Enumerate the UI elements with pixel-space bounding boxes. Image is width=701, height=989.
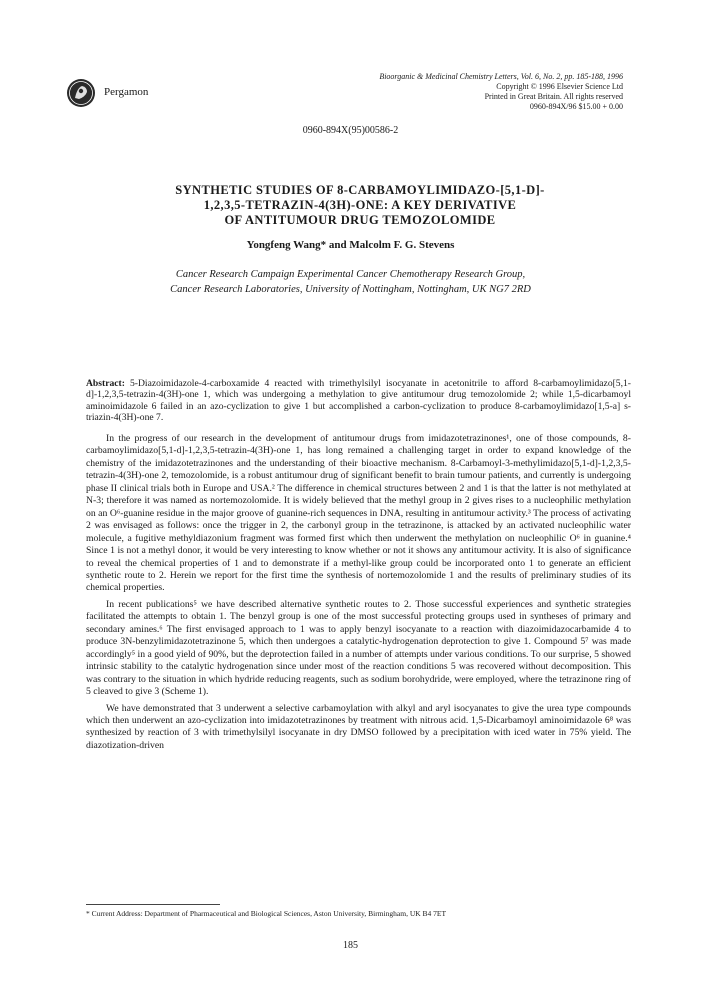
pergamon-logo-icon [66, 78, 96, 108]
title-line: SYNTHETIC STUDIES OF 8-CARBAMOYLIMIDAZO-[5,1-D]- [175, 183, 545, 197]
journal-citation [293, 72, 623, 112]
title-line: 1,2,3,5-TETRAZIN-4(3H)-ONE: A KEY DERIVATIVE [203, 198, 517, 212]
journal-line: Bioorganic & Medicinal Chemistry Letters, Vol. 6, No. 2, pp. 185-188, 1996 [379, 72, 623, 81]
abstract-label: Abstract: [86, 378, 125, 389]
footnote-rule [86, 904, 220, 905]
body-paragraph: We have demonstrated that 3 underwent a selective carbamoylation with alkyl and aryl isocyanates to give the urea type compounds which then underwent an azo-cyclization into imidazotetrazinones by treatment with nitrous acid. 1,5-Dicarbamoyl aminoimidazole 6⁸ was synthesized by reaction of 3 with trimethylsilyl isocyanate in dry DMSO followed by a precipitation with iced water in 75% yield. The diazotization-driven [86, 702, 631, 751]
affiliation-line: Cancer Research Laboratories, University of Nottingham, Nottingham, UK NG7 2RD [170, 284, 531, 295]
article-identifier: 0960-894X(95)00586-2 [302, 125, 399, 136]
authors: Yongfeng Wang* and Malcolm F. G. Stevens [246, 239, 455, 251]
body-text [86, 433, 631, 756]
journal-line: 0960-894X/96 $15.00 + 0.00 [529, 102, 623, 111]
affiliation [0, 267, 701, 297]
page-number: 185 [343, 940, 358, 951]
publisher-name: Pergamon [104, 86, 149, 98]
title-line: OF ANTITUMOUR DRUG TEMOZOLOMIDE [224, 213, 496, 227]
journal-line: Copyright © 1996 Elsevier Science Ltd [496, 82, 623, 91]
abstract [86, 378, 631, 424]
abstract-text: 5-Diazoimidazole-4-carboxamide 4 reacted with trimethylsilyl isocyanate in acetonitrile to afford 8-carbamoylimidazo[5,1-d]-1,2,3,5-tetrazin-4(3H)-one 1, which was undergoing a methylation to give antitumour drug temozolomide 2; while 1,5-dicarbamoyl aminoimidazole 6 failed in an azo-cyclization to give 1 but accomplished a carbon-cyclization to produce 8-carbamoylimidazo[1,5-a] s-triazin-4(3H)-one 7. [86, 378, 631, 424]
affiliation-line: Cancer Research Campaign Experimental Cancer Chemotherapy Research Group, [175, 269, 526, 280]
body-paragraph: In the progress of our research in the development of antitumour drugs from imidazotetrazinones¹, one of those compounds, 8-carbamoylimidazo[5,1-d]-1,2,3,5-tetrazin-4(3H)-one 1, has long remained a challenging target in order to expand knowledge of the chemistry of the imidazotetrazinones and the understanding of their bioactive mechanism. 8-Carbamoyl-3-methylimidazo[5,1-d]-1,2,3,5-tetrazin-4(3H)-one 2, temozolomide, is a robust antitumour drug of significant benefit to brain tumour patients, and currently is undergoing phase II clinical trials both in Europe and USA.² The difference in chemical structures between 2 and 1 is that the latter is not methylated at N-3; therefore it was named as nortemozolomide. It is widely believed that the methyl group in 2 gives rises to a nucleophilic methylation on an O⁶-guanine residue in the major groove of guanine-rich sequences in DNA, resulting in antitumour activity.³ The process of activating 2 was envisaged as follows: once the trigger in 2, the carbonyl group in the tetrazinone, is attacked by an activated nucleophilic water molecule, a fugitive methyldiazonium fragment was formed first which then underwent the methylation on nucleophilic O⁶ in guanine.⁴ Since 1 is not a methyl donor, it would be very interesting to know whether or not it shows any antitumour activity. It is also of significance to reveal the chemical properties of 1 and to demonstrate if a methyl-like group could be incorporated onto 1 to generate an efficient synthetic route to 2. Herein we report for the first time the synthesis of nortemozolomide 1 and the results of preliminary studies of its chemical properties. [86, 433, 631, 594]
footnote: * Current Address: Department of Pharmaceutical and Biological Sciences, Aston University, Birmingham, UK B4 7ET [86, 909, 447, 918]
paper-title [80, 183, 640, 228]
journal-line: Printed in Great Britain. All rights reserved [484, 92, 623, 101]
body-paragraph: In recent publications⁵ we have described alternative synthetic routes to 2. Those successful experiences and synthetic strategies facilitated the attempts to obtain 1. The benzyl group is one of the most successful protecting groups used in syntheses of primary and secondary amines.⁶ The first envisaged approach to 1 was to apply benzyl isocyanate to a reaction with diazoimidazocarbamide 4 to produce 3N-benzylimidazotetrazinone 5, which then undergoes a catalytic-hydrogenation deprotection to give 1. Compound 5⁷ was made accordingly⁵ in a good yield of 90%, but the deprotection failed in a number of attempts under various conditions. To our surprise, 5 showed intrinsic stability to the catalytic hydrogenation since under most of the reaction conditions 5 was recovered without decomposition. This was contrary to the situation in which hydride reducing reagents, such as sodium borohydride, were employed, where the tetrazinone ring of 5 cleaved to give 3 (Scheme 1). [86, 598, 631, 698]
